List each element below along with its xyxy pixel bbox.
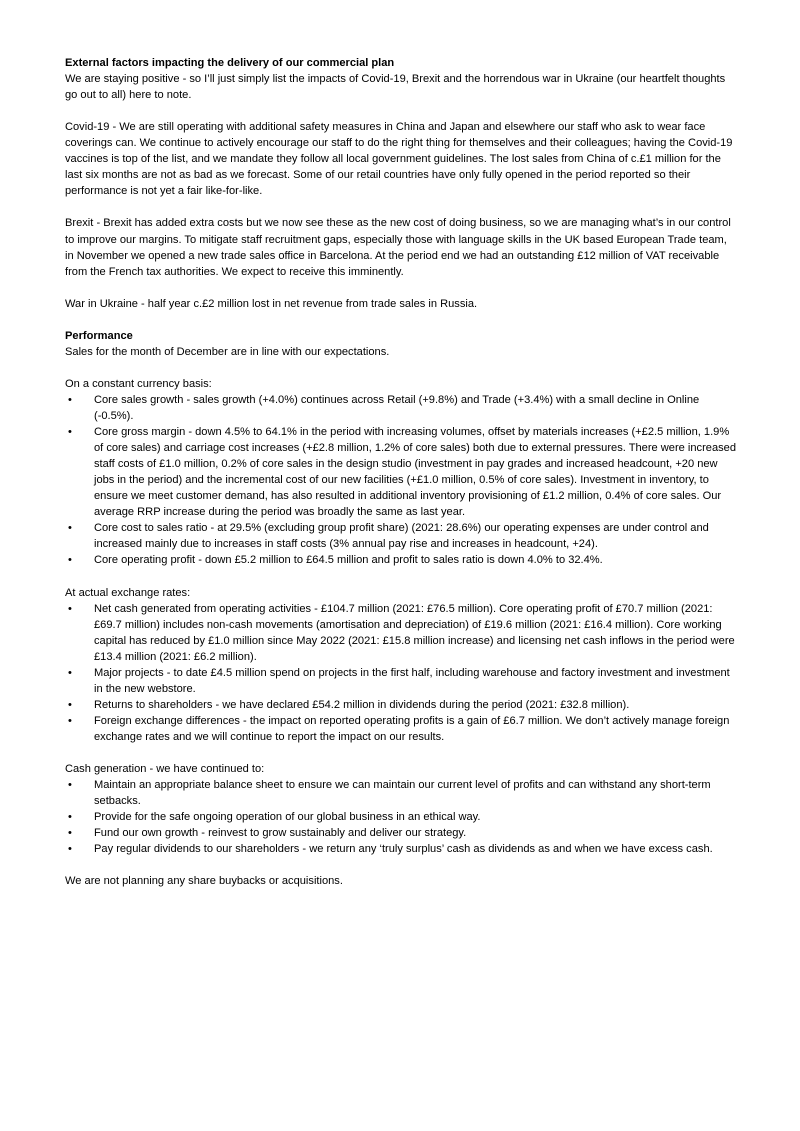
list-item [65,809,737,825]
bullet-icon: • [68,811,72,824]
bullet-icon: • [68,393,72,406]
list-item [65,392,737,424]
bullet-icon: • [68,426,72,439]
paragraph-staying-positive: We are staying positive - so I’ll just simply list the impacts of Covid-19, Brexit and the horrendous war in Ukraine (our heartfelt thoughts go out to all) here to note. [65,73,726,102]
paragraph-war-in-ukraine: War in Ukraine - half year c.£2 million lost in net revenue from trade sales in Russia. [65,297,478,310]
bullet-list-constant-currency [65,392,737,569]
spacer-2 [65,199,737,215]
paragraph-cash-generation-intro: Cash generation - we have continued to: [65,763,265,776]
bullet-icon: • [68,602,72,615]
bullet-icon: • [68,698,72,711]
spacer-3 [65,280,737,296]
spacer-1 [65,103,737,119]
paragraph-covid-19: Covid-19 - We are still operating with additional safety measures in China and Japan and elsewhere our staff who ask to wear face coverings can. We continue to actively encourage our staff to do the right thing for themselves and their colleagues; having the Covid-19 vaccines is top of the list, and we mandate they follow all local government guidelines. The lost sales from China of c.£1 million for the last six months are not as bad as we forecast. Some of our retail countries have only fully opened in the period reported so their performance is not yet a fair like-for-like. [65,121,733,198]
spacer-7 [65,745,737,761]
list-item [65,713,737,745]
list-item [65,601,737,665]
bullet-icon: • [68,522,72,535]
paragraph-brexit: Brexit - Brexit has added extra costs but we now see these as the new cost of doing business, so we are managing what’s in our control to improve our margins. To mitigate staff recruitment gaps, especially those with language skills in the UK based European Trade team, in November we opened a new trade sales office in Barcelona. At the period end we had an outstanding £12 million of VAT receivable from the French tax authorities. We expect to receive this imminently. [65,217,731,278]
list-item-text: Foreign exchange differences - the impact on reported operating profits is a gain of £6.7 million. We don’t actively manage foreign exchange rates and we will continue to report the impact on our results. [94,714,730,743]
bullet-icon: • [68,843,72,856]
spacer-8 [65,857,737,873]
paragraph-actual-exchange-rates-intro: At actual exchange rates: [65,586,191,599]
list-item-text: Major projects - to date £4.5 million spend on projects in the first half, including warehouse and factory investment and investment in the new webstore. [94,666,730,695]
list-item [65,665,737,697]
spacer-4 [65,312,737,328]
list-item-text: Net cash generated from operating activities - £104.7 million (2021: £76.5 million). Core operating profit of £70.7 million (2021: £69.7 million) includes non-cash movements (amortisation and depreciation) of £19.6 million (2021: £16.4 million). Core working capital has reduced by £1.0 million since May 2022 (2021: £15.8 million increase) and licensing net cash inflows in the period were £13.4 million (2021: £6.2 million). [94,602,735,663]
list-item-text: Fund our own growth - reinvest to grow sustainably and deliver our strategy. [94,827,467,840]
list-item-text: Maintain an appropriate balance sheet to ensure we can maintain our current level of profits and can withstand any short-term setbacks. [94,779,711,808]
bullet-icon: • [68,714,72,727]
list-item [65,777,737,809]
list-item-text: Provide for the safe ongoing operation of our global business in an ethical way. [94,811,481,824]
list-item-text: Pay regular dividends to our shareholders - we return any ‘truly surplus’ cash as dividends as and when we have excess cash. [94,843,713,856]
list-item-text: Core gross margin - down 4.5% to 64.1% in the period with increasing volumes, offset by materials increases (+£2.5 million, 1.9% of core sales) and carriage cost increases (+£2.8 million, 1.2% of core sales) both due to external pressures. There were increased staff costs of £1.0 million, 0.2% of core sales in the design studio (investment in pay grades and increased headcount, +20 new jobs in the period) and the incremental cost of our new facilities (+£1.0 million, 0.5% of core sales). Investment in inventory, to ensure we meet customer demand, has also resulted in additional inventory provisioning of £1.2 million, 0.4% of core sales. Our average RRP increase during the period was broadly the same as last year. [94,426,737,519]
list-item [65,520,737,552]
list-item-text: Core operating profit - down £5.2 million to £64.5 million and profit to sales ratio is down 4.0% to 32.4%. [94,554,603,567]
paragraph-no-buybacks: We are not planning any share buybacks or acquisitions. [65,875,343,888]
heading-performance: Performance [65,329,133,342]
list-item-text: Core cost to sales ratio - at 29.5% (excluding group profit share) (2021: 28.6%) our operating expenses are under control and increased mainly due to increases in staff costs (3% annual pay rise and increases in headcount, +24). [94,522,709,551]
list-item [65,552,737,568]
list-item [65,841,737,857]
list-item-text: Returns to shareholders - we have declared £54.2 million in dividends during the period (2021: £32.8 million). [94,698,630,711]
heading-external-factors: External factors impacting the delivery of our commercial plan [65,57,395,69]
bullet-list-actual-exchange-rates [65,601,737,745]
list-item [65,424,737,520]
bullet-icon: • [68,779,72,792]
list-item-text: Core sales growth - sales growth (+4.0%) continues across Retail (+9.8%) and Trade (+3.4%) with a small decline in Online (-0.5%). [94,393,700,423]
document-body [65,55,737,889]
bullet-list-cash-generation [65,777,737,857]
paragraph-constant-currency-intro: On a constant currency basis: [65,377,212,390]
bullet-icon: • [68,666,72,679]
spacer-5 [65,360,737,376]
bullet-icon: • [68,827,72,840]
spacer-6 [65,569,737,585]
list-item [65,697,737,713]
bullet-icon: • [68,554,72,567]
paragraph-sales-december: Sales for the month of December are in line with our expectations. [65,345,390,358]
list-item [65,825,737,841]
